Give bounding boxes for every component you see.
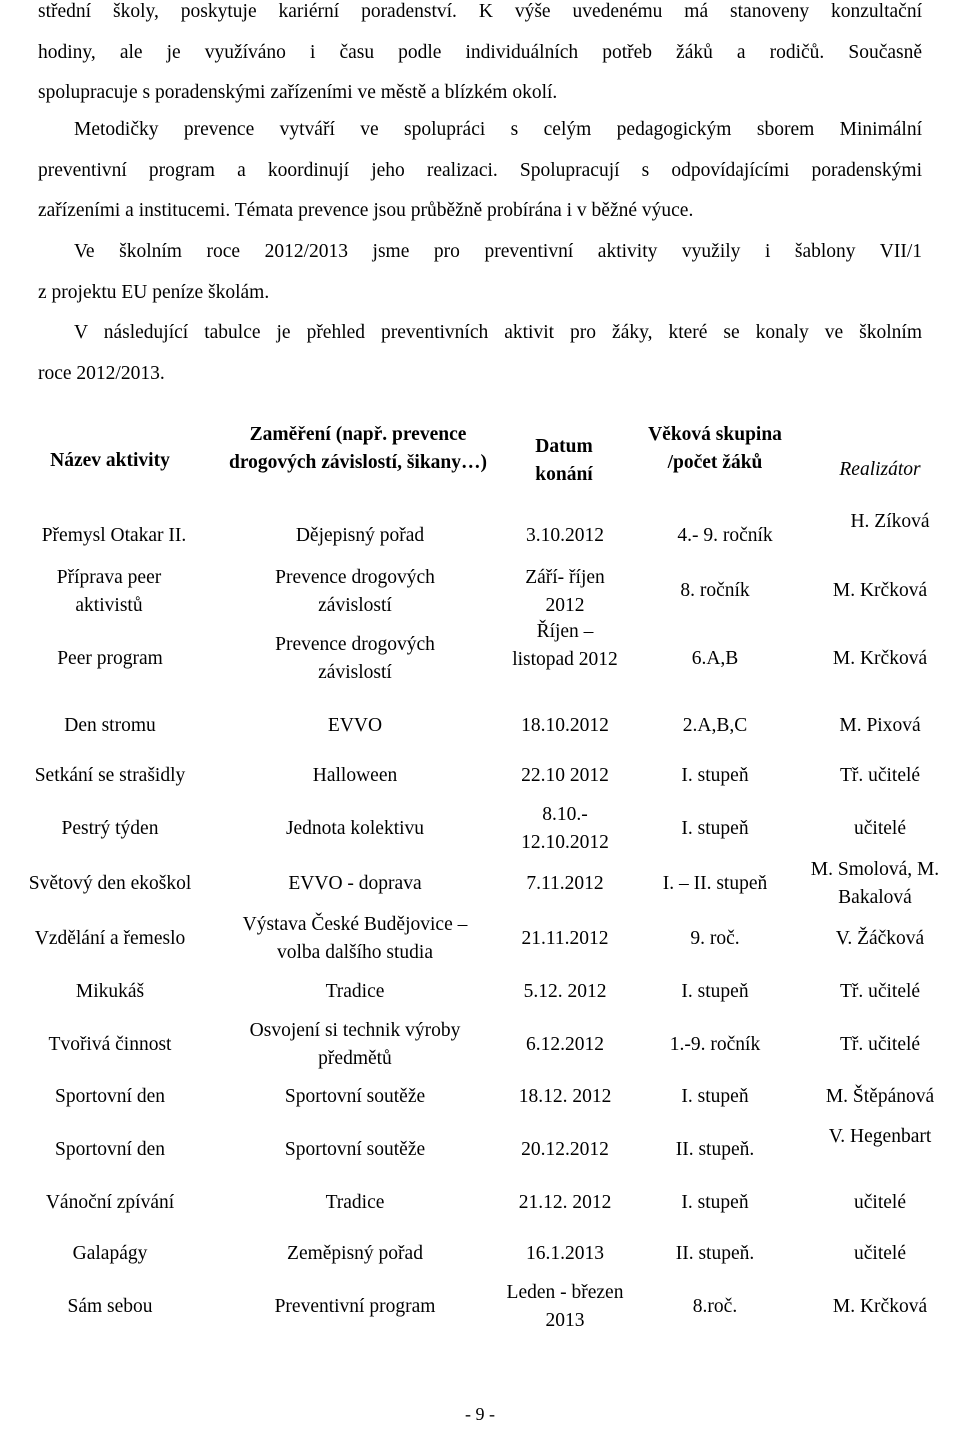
header-realizer: Realizátor <box>839 459 921 480</box>
table-row-cell: 8. ročník <box>680 580 750 601</box>
table-row-cell: 3.10.2012 <box>526 525 604 546</box>
table-row-cell: Výstava České Budějovice – volba dalšího studia <box>242 914 468 963</box>
table-row-cell: M. Pixová <box>839 715 921 736</box>
table-row-cell: 2.A,B,C <box>682 715 748 736</box>
paragraph-2-line-3: zařízeními a institucemi. Témata prevence jsou průběžně probírána i v běžné výuce. <box>38 200 694 221</box>
table-row-cell: M. Krčková <box>832 648 928 669</box>
table-row-cell: Sportovní soutěže <box>284 1139 426 1160</box>
table-row-cell: 18.12. 2012 <box>518 1086 612 1107</box>
table-row-cell: Sám sebou <box>67 1296 153 1317</box>
table-row-cell: Peer program <box>57 648 163 669</box>
table-row-cell: Vzdělání a řemeslo <box>34 928 186 949</box>
table-row-cell: 9. roč. <box>690 928 740 949</box>
table-row-cell: I. stupeň <box>681 818 749 839</box>
table-row-cell: Příprava peer aktivistů <box>56 567 162 616</box>
table-row-cell: Sportovní soutěže <box>284 1086 426 1107</box>
table-row-cell: 6.12.2012 <box>526 1034 604 1055</box>
table-row-cell: 8.roč. <box>692 1296 738 1317</box>
page-number: - 9 - <box>465 1404 495 1424</box>
table-row-cell: učitelé <box>854 1243 906 1264</box>
table-row-cell: 16.1.2013 <box>526 1243 604 1264</box>
header-name: Název aktivity <box>50 450 170 471</box>
paragraph-2-line-1: Metodičky prevence vytváří ve spolupráci s celým pedagogickým sborem Minimální <box>74 119 922 140</box>
table-row-cell: Mikukáš <box>75 981 145 1002</box>
table-row-cell: Tradice <box>325 981 385 1002</box>
table-row-cell: M. Smolová, M. Bakalová <box>810 859 940 908</box>
table-row-cell: Dějepisný pořad <box>295 525 425 546</box>
table-row-cell: EVVO <box>327 715 383 736</box>
table-row-cell: 5.12. 2012 <box>523 981 607 1002</box>
table-row-cell: 20.12.2012 <box>521 1139 609 1160</box>
table-row-cell: 6.A,B <box>691 648 739 669</box>
table-row-cell: V. Hegenbart <box>828 1126 932 1147</box>
table-row-cell: 1.-9. ročník <box>669 1034 761 1055</box>
table-row-cell: Sportovní den <box>55 1086 165 1107</box>
table-row-cell: Preventivní program <box>274 1296 436 1317</box>
table-row-cell: Přemysl Otakar II. <box>41 525 187 546</box>
table-row-cell: Září- říjen 2012 <box>525 567 605 616</box>
table-row-cell: Tř. učitelé <box>839 981 921 1002</box>
table-row-cell: Tvořivá činnost <box>48 1034 172 1055</box>
table-row-cell: I. stupeň <box>681 765 749 786</box>
paragraph-1-line-2: hodiny, ale je využíváno i času podle individuálních potřeb žáků a rodičů. Současně <box>38 41 922 63</box>
table-row-cell: 18.10.2012 <box>521 715 609 736</box>
table-row-cell: Leden - březen 2013 <box>506 1282 624 1331</box>
table-row-cell: M. Krčková <box>832 1296 928 1317</box>
table-row-cell: Světový den ekoškol <box>28 873 192 894</box>
table-row-cell: Prevence drogových závislostí <box>275 634 435 683</box>
table-row-cell: Prevence drogových závislostí <box>275 567 435 616</box>
table-row-cell: 7.11.2012 <box>526 873 604 894</box>
paragraph-2-line-2: preventivní program a koordinují jeho realizaci. Spolupracují s odpovídajícími poradenskými <box>38 159 922 181</box>
table-row-cell: Říjen – listopad 2012 <box>512 621 618 670</box>
table-row-cell: Tradice <box>325 1192 385 1213</box>
table-row-cell: učitelé <box>854 1192 906 1213</box>
table-row-cell: učitelé <box>854 818 906 839</box>
paragraph-3-line-2: z projektu EU peníze školám. <box>38 281 270 303</box>
table-row-cell: I. stupeň <box>681 1192 749 1213</box>
table-row-cell: Galapágy <box>72 1243 148 1264</box>
table-row-cell: Setkání se strašidly <box>34 765 186 786</box>
table-row-cell: Zeměpisný pořad <box>287 1243 423 1264</box>
table-row-cell: V. Žáčková <box>835 928 925 949</box>
paragraph-1-line-1: střední školy, poskytuje kariérní poradenství. K výše uvedenému má stanoveny konzultační <box>38 1 922 22</box>
table-row-cell: EVVO - doprava <box>288 873 422 894</box>
table-row-cell: I. stupeň <box>681 981 749 1002</box>
table-row-cell: H. Zíková <box>850 511 930 532</box>
table-row-cell: Jednota kolektivu <box>285 818 425 839</box>
table-row-cell: Tř. učitelé <box>839 1034 921 1055</box>
header-age: Věková skupina /počet žáků <box>648 424 782 473</box>
paragraph-4-line-2: roce 2012/2013. <box>38 362 165 384</box>
table-row-cell: Pestrý týden <box>61 818 159 839</box>
table-row-cell: 22.10 2012 <box>521 765 609 786</box>
table-row-cell: I. stupeň <box>681 1086 749 1107</box>
paragraph-4-line-1: V následující tabulce je přehled preventivních aktivit pro žáky, které se konaly ve školním <box>74 322 922 343</box>
table-row-cell: 21.12. 2012 <box>518 1192 612 1213</box>
table-row-cell: I. – II. stupeň <box>662 873 768 894</box>
table-row-cell: Vánoční zpívání <box>45 1192 175 1213</box>
table-row-cell: 8.10.- 12.10.2012 <box>521 804 609 853</box>
table-row-cell: II. stupeň. <box>675 1139 755 1160</box>
table-row-cell: Tř. učitelé <box>839 765 921 786</box>
table-row-cell: Halloween <box>312 765 398 786</box>
paragraph-1-line-3: spolupracuje s poradenskými zařízeními ve městě a blízkém okolí. <box>38 82 558 103</box>
table-row-cell: II. stupeň. <box>675 1243 755 1264</box>
table-row-cell: 21.11.2012 <box>521 928 609 949</box>
table-row-cell: M. Krčková <box>832 580 928 601</box>
table-row-cell: Osvojení si technik výroby předmětů <box>249 1020 461 1069</box>
header-focus: Zaměření (např. prevence drogových závislostí, šikany…) <box>228 424 488 473</box>
table-row-cell: Den stromu <box>64 715 156 736</box>
paragraph-3-line-1: Ve školním roce 2012/2013 jsme pro preventivní aktivity využily i šablony VII/1 <box>74 241 922 262</box>
table-row-cell: M. Štěpánová <box>825 1086 935 1107</box>
table-row-cell: 4.- 9. ročník <box>677 525 773 546</box>
header-date: Datum konání <box>535 436 593 485</box>
table-row-cell: Sportovní den <box>55 1139 165 1160</box>
